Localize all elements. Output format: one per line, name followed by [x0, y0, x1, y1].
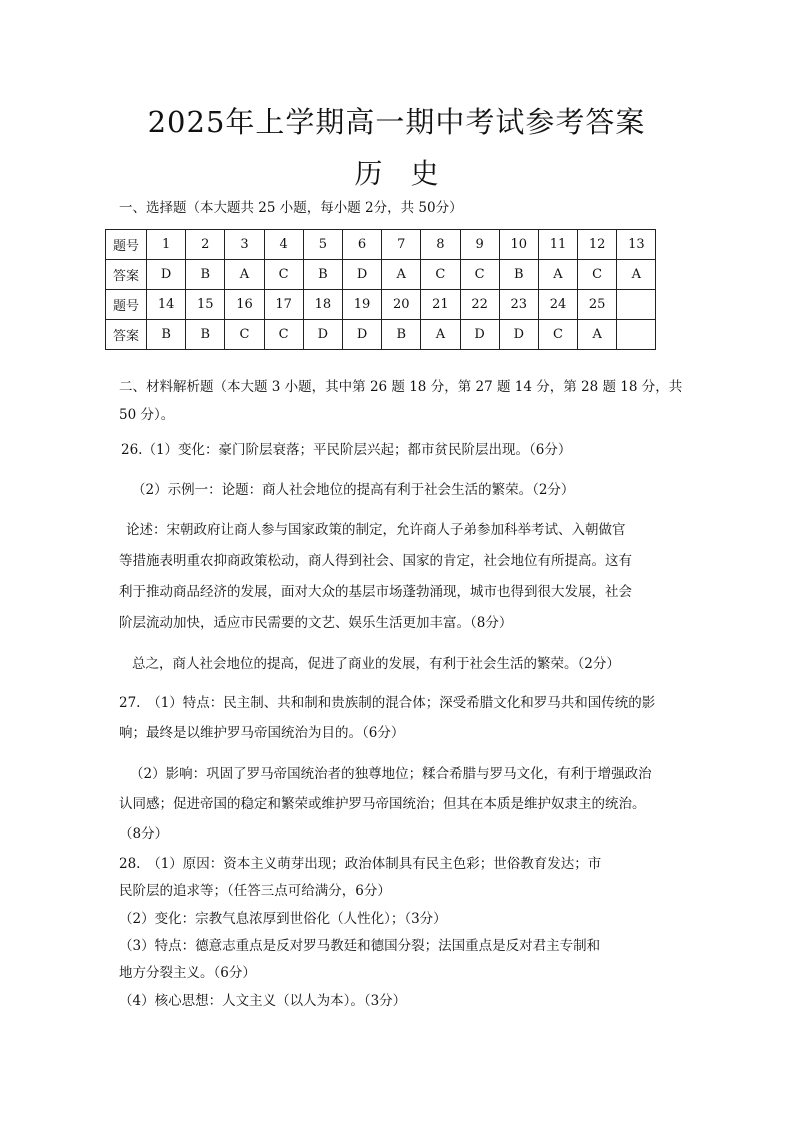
answer-cell: D — [342, 260, 381, 290]
question-number-cell: 24 — [538, 290, 577, 320]
question-number-row — [106, 290, 656, 320]
answer-cell: C — [264, 320, 303, 350]
q26-argument-line1: 论述：宋朝政府让商人参与国家政策的制定，允许商人子弟参加科举考试、入朝做官 — [126, 522, 626, 538]
q28-part3-line1: （3）特点：德意志重点是反对罗马教廷和德国分裂；法国重点是反对君主专制和 — [119, 938, 601, 954]
answer-cell: B — [186, 320, 225, 350]
answer-cell: B — [382, 320, 421, 350]
answer-cell: B — [147, 320, 186, 350]
question-number-cell: 11 — [538, 230, 577, 260]
q27-part2-line1: （2）影响：巩固了罗马帝国统治者的独尊地位；糅合希腊与罗马文化，有利于增强政治 — [130, 766, 652, 782]
question-number-cell: 15 — [186, 290, 225, 320]
answer-cell: B — [303, 260, 342, 290]
q28-part2: （2）变化：宗教气息浓厚到世俗化（人性化）；（3分） — [119, 911, 447, 927]
question-number-cell: 9 — [460, 230, 499, 260]
question-number-cell: 19 — [342, 290, 381, 320]
row-header-cell: 答案 — [106, 260, 147, 290]
question-number-row — [106, 230, 656, 260]
question-number-cell: 8 — [421, 230, 460, 260]
question-number-cell: 13 — [617, 230, 656, 260]
question-number-cell — [617, 290, 656, 320]
question-number-cell: 17 — [264, 290, 303, 320]
question-number-cell: 4 — [264, 230, 303, 260]
answer-cell: C — [460, 260, 499, 290]
question-number-cell: 5 — [303, 230, 342, 260]
answer-table — [105, 229, 656, 350]
question-number-cell: 3 — [225, 230, 264, 260]
answer-cell: A — [225, 260, 264, 290]
q28-part3-line2: 地方分裂主义。（6分） — [119, 965, 256, 981]
answer-cell: C — [225, 320, 264, 350]
page-title: 2025年上学期高一期中考试参考答案 — [147, 105, 646, 139]
section2-heading-line1: 二、材料解析题（本大题 3 小题，其中第 26 题 18 分，第 27 题 14 分，第 28 题 18 分，共 — [119, 379, 683, 395]
answer-cell: C — [578, 260, 617, 290]
q27-part2-line2: 认同感；促进帝国的稳定和繁荣或维护罗马帝国统治；但其在本质是维护奴隶主的统治。 — [119, 796, 646, 812]
q27-part1-line2: 响；最终是以维护罗马帝国统治为目的。（6分） — [119, 725, 405, 741]
q26-argument-line3: 利于推动商品经济的发展，面对大众的基层市场蓬勃涌现，城市也得到很大发展，社会 — [119, 584, 632, 600]
question-number-cell: 25 — [578, 290, 617, 320]
q27-part2-line3: （8分） — [119, 826, 169, 842]
question-number-cell: 20 — [382, 290, 421, 320]
q26-part1: 26.（1）变化：豪门阶层衰落；平民阶层兴起；都市贫民阶层出现。（6分） — [121, 442, 572, 458]
question-number-cell: 14 — [147, 290, 186, 320]
answer-cell: B — [186, 260, 225, 290]
q26-argument-line4: 阶层流动加快，适应市民需要的文艺、娱乐生活更加丰富。（8分） — [119, 615, 513, 631]
answer-cell: A — [578, 320, 617, 350]
answer-cell: C — [421, 260, 460, 290]
question-number-cell: 18 — [303, 290, 342, 320]
question-number-cell: 21 — [421, 290, 460, 320]
q28-part1-line2: 民阶层的追求等；（任答三点可给满分，6分） — [119, 883, 391, 899]
question-number-cell: 12 — [578, 230, 617, 260]
answer-cell: A — [421, 320, 460, 350]
row-header-cell: 题号 — [106, 230, 147, 260]
section1-heading: 一、选择题（本大题共 25 小题，每小题 2分，共 50分） — [119, 200, 463, 216]
question-number-cell: 2 — [186, 230, 225, 260]
answer-cell: D — [342, 320, 381, 350]
answer-cell: A — [538, 260, 577, 290]
answer-cell: B — [499, 260, 538, 290]
q28-part1-line1: 28. （1）原因：资本主义萌芽出现；政治体制具有民主色彩；世俗教育发达；市 — [119, 856, 602, 872]
question-number-cell: 7 — [382, 230, 421, 260]
q26-conclusion: 总之，商人社会地位的提高，促进了商业的发展，有利于社会生活的繁荣。（2分） — [132, 656, 620, 672]
answer-row — [106, 320, 656, 350]
answer-cell: C — [538, 320, 577, 350]
subject-title: 历 史 — [354, 157, 439, 190]
section2-heading-line2: 50 分）。 — [119, 407, 175, 423]
answer-row — [106, 260, 656, 290]
question-number-cell: 10 — [499, 230, 538, 260]
question-number-cell: 22 — [460, 290, 499, 320]
row-header-cell: 题号 — [106, 290, 147, 320]
answer-cell — [617, 320, 656, 350]
q27-part1-line1: 27. （1）特点：民主制、共和制和贵族制的混合体；深受希腊文化和罗马共和国传统的影 — [119, 695, 656, 711]
answer-cell: A — [617, 260, 656, 290]
q26-argument-line2: 等措施表明重农抑商政策松动，商人得到社会、国家的肯定，社会地位有所提高。这有 — [119, 553, 632, 569]
q28-part4: （4）核心思想：人文主义（以人为本）。（3分） — [119, 993, 407, 1009]
question-number-cell: 16 — [225, 290, 264, 320]
answer-cell: D — [303, 320, 342, 350]
question-number-cell: 6 — [342, 230, 381, 260]
row-header-cell: 答案 — [106, 320, 147, 350]
question-number-cell: 23 — [499, 290, 538, 320]
answer-cell: D — [147, 260, 186, 290]
answer-cell: A — [382, 260, 421, 290]
answer-cell: D — [499, 320, 538, 350]
answer-cell: C — [264, 260, 303, 290]
answer-cell: D — [460, 320, 499, 350]
question-number-cell: 1 — [147, 230, 186, 260]
q26-part2: （2）示例一：论题：商人社会地位的提高有利于社会生活的繁荣。（2分） — [132, 482, 575, 498]
